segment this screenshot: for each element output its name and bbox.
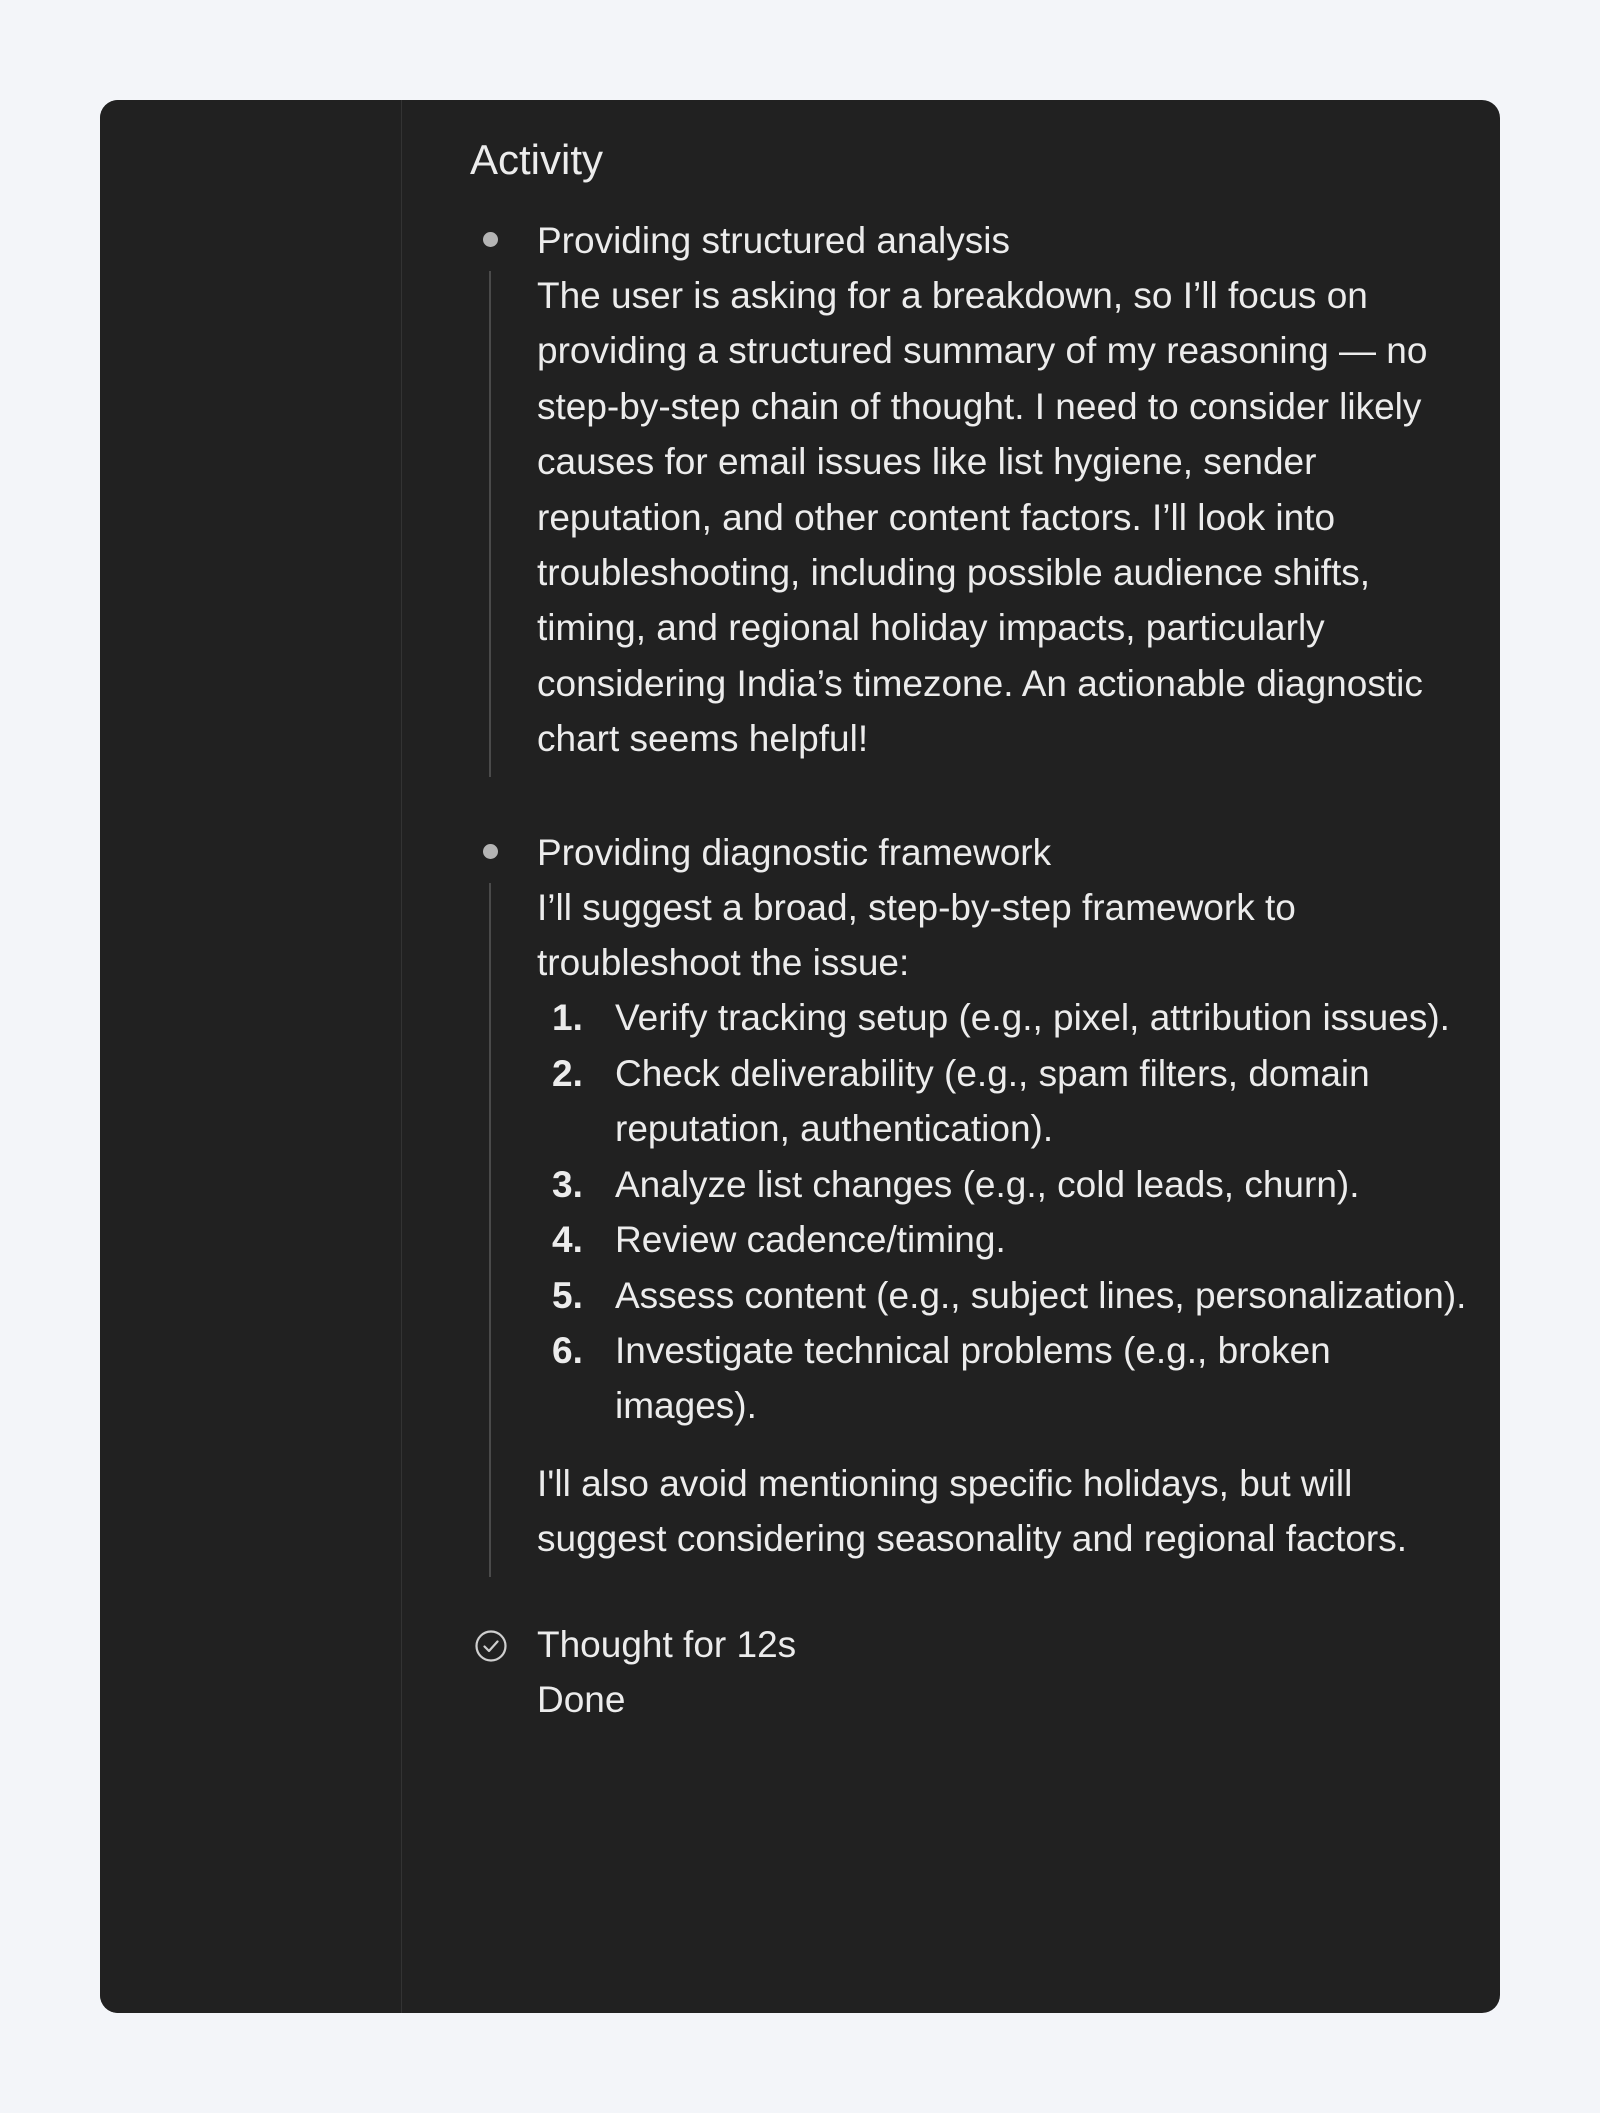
list-item	[537, 990, 1470, 1045]
list-item	[537, 1157, 1470, 1212]
step-intro: I’ll suggest a broad, step-by-step framework to troubleshoot the issue:	[537, 886, 1296, 984]
step-bullet-icon	[483, 844, 498, 859]
list-item	[537, 1046, 1470, 1157]
step-body: The user is asking for a breakdown, so I’ll focus on providing a structured summary of my reasoning — no step-by-step chain of thought. I need to consider likely causes for email issues like list hygiene, sender reputation, and other content factors. I’ll look into troubleshooting, including possible audience shifts, timing, and regional holiday impacts, particularly considering India’s timezone. An actionable diagnostic chart seems helpful!	[537, 275, 1428, 760]
activity-step	[470, 213, 1470, 767]
list-item	[537, 1323, 1470, 1434]
list-item	[537, 1212, 1470, 1267]
list-text: Analyze list changes (e.g., cold leads, churn).	[615, 1163, 1360, 1205]
activity-step	[470, 825, 1470, 1567]
list-text: Verify tracking setup (e.g., pixel, attribution issues).	[615, 997, 1450, 1039]
step-outro: I'll also avoid mentioning specific holidays, but will suggest considering seasonality and regional factors.	[537, 1462, 1408, 1560]
step-timeline-line	[489, 271, 491, 777]
step-bullet-icon	[483, 232, 498, 247]
check-circle-icon	[474, 1629, 508, 1663]
list-number: 3.	[552, 1163, 583, 1205]
list-number: 1.	[552, 997, 583, 1039]
thought-summary[interactable]	[470, 1617, 1470, 1727]
step-title: Providing diagnostic framework	[537, 831, 1052, 873]
list-text: Review cadence/timing.	[615, 1219, 1006, 1261]
activity-title: Activity	[470, 136, 604, 183]
framework-list	[537, 990, 1470, 1433]
activity-content	[470, 130, 1470, 1727]
left-rail	[100, 100, 402, 2013]
activity-panel	[100, 100, 1500, 2013]
step-title: Providing structured analysis	[537, 220, 1010, 261]
step-timeline-line	[489, 883, 491, 1577]
list-number: 4.	[552, 1219, 583, 1261]
list-item	[537, 1268, 1470, 1323]
list-number: 5.	[552, 1274, 583, 1316]
list-text: Investigate technical problems (e.g., broken images).	[615, 1329, 1331, 1427]
list-number: 6.	[552, 1329, 583, 1371]
list-text: Assess content (e.g., subject lines, personalization).	[615, 1274, 1467, 1316]
list-number: 2.	[552, 1052, 583, 1094]
list-text: Check deliverability (e.g., spam filters, domain reputation, authentication).	[615, 1052, 1370, 1150]
thought-status: Done	[537, 1678, 626, 1720]
thought-duration: Thought for 12s	[537, 1623, 797, 1665]
